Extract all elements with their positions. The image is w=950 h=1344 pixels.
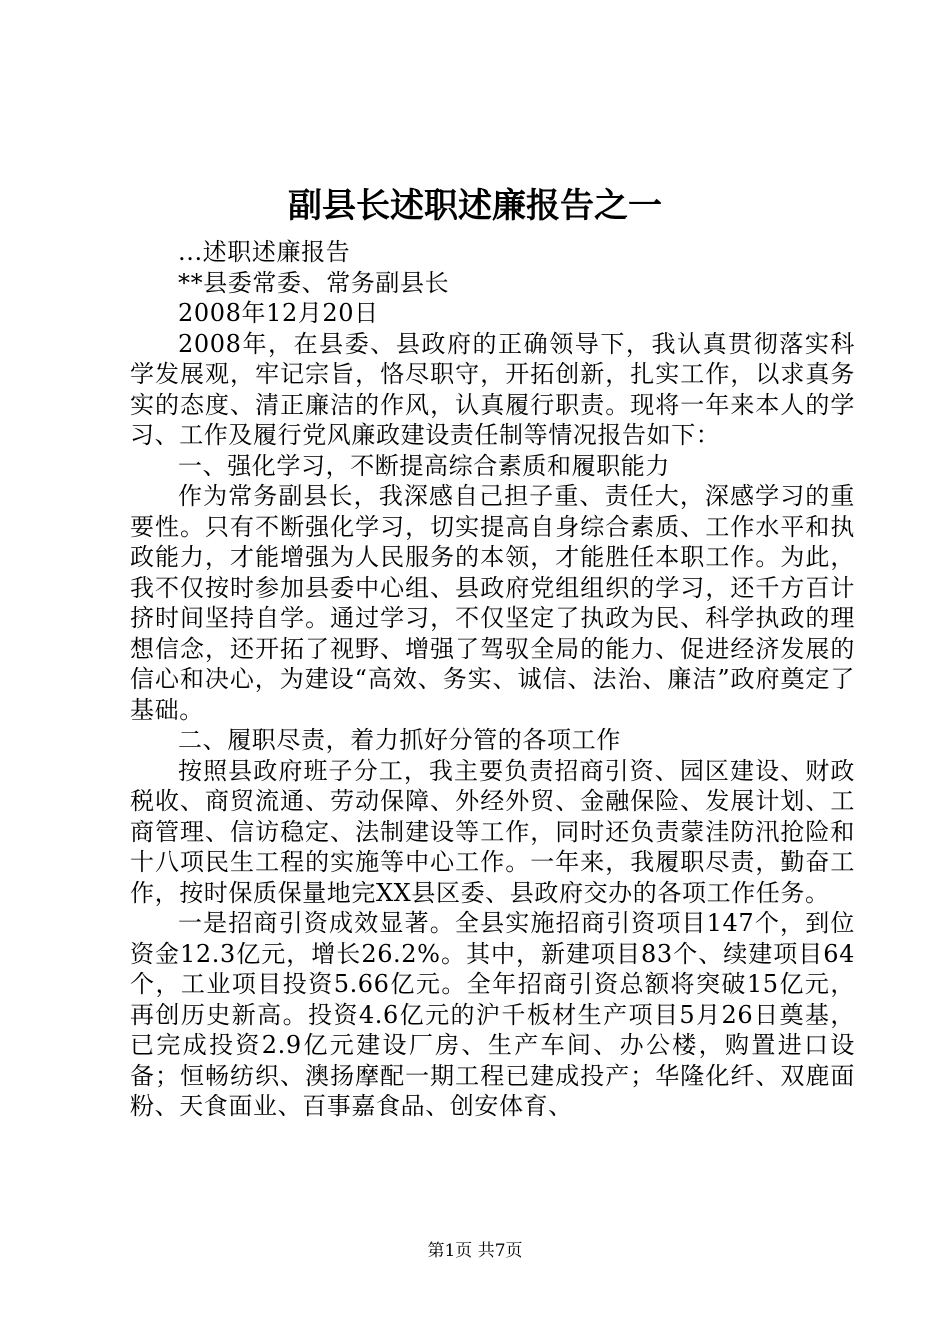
document-body — [130, 237, 855, 1122]
paragraph-section-2: 按照县政府班子分工，我主要负责招商引资、园区建设、财政税收、商贸流通、劳动保障、外经外贸、金融保险、发展计划、工商管理、信访稳定、法制建设等工作，同时还负责蒙洼防汛抢险和十八项民生工程的实施等中心工作。一年来，我履职尽责，勤奋工作，按时保质保量地完XX县区委、县政府交办的各项工作任务。 — [130, 756, 855, 907]
page-footer: 第1页 共7页 — [427, 1241, 523, 1261]
paragraph-author-position: **县委常委、常务副县长 — [178, 268, 450, 297]
section-heading-1: 一、强化学习，不断提高综合素质和履职能力 — [178, 451, 670, 480]
paragraph-section-1: 作为常务副县长，我深感自己担子重、责任大，深感学习的重要性。只有不断强化学习，切实提高自身综合素质、工作水平和执政能力，才能增强为人民服务的本领，才能胜任本职工作。为此，我不仅按时参加县委中心组、县政府党组组织的学习，还千方百计挤时间坚持自学。通过学习，不仅坚定了执政为民、科学执政的理想信念，还开拓了视野、增强了驾驭全局的能力、促进经济发展的信心和决心，为建设“高效、务实、诚信、法治、廉洁”政府奠定了基础。 — [130, 482, 855, 724]
paragraph-intro: 2008年，在县委、县政府的正确领导下，我认真贯彻落实科学发展观，牢记宗旨，恪尽职守，开拓创新，扎实工作，以求真务实的态度、清正廉洁的作风，认真履行职责。现将一年来本人的学习、工作及履行党风廉政建设责任制等情况报告如下： — [130, 329, 855, 449]
paragraph-date: 2008年12月20日 — [178, 299, 379, 327]
paragraph-report-subtitle: ...述职述廉报告 — [178, 238, 351, 266]
document-title: 副县长述职述廉报告之一 — [288, 186, 662, 226]
section-heading-2: 二、履职尽责，着力抓好分管的各项工作 — [178, 726, 621, 754]
paragraph-investment: 一是招商引资成效显著。全县实施招商引资项目147个，到位资金12.3亿元，增长26.2%。其中，新建项目83个、续建项目64个，工业项目投资5.66亿元。全年招商引资总额将突破15亿元，再创历史新高。投资4.6亿元的沪千板材生产项目5月26日奠基，已完成投资2.9亿元建设厂房、生产车间、办公楼，购置进口设备；恒畅纺织、澳扬摩配一期工程已建成投产；华隆化纤、双鹿面粉、天食面业、百事嘉食品、创安体育、 — [130, 909, 855, 1120]
